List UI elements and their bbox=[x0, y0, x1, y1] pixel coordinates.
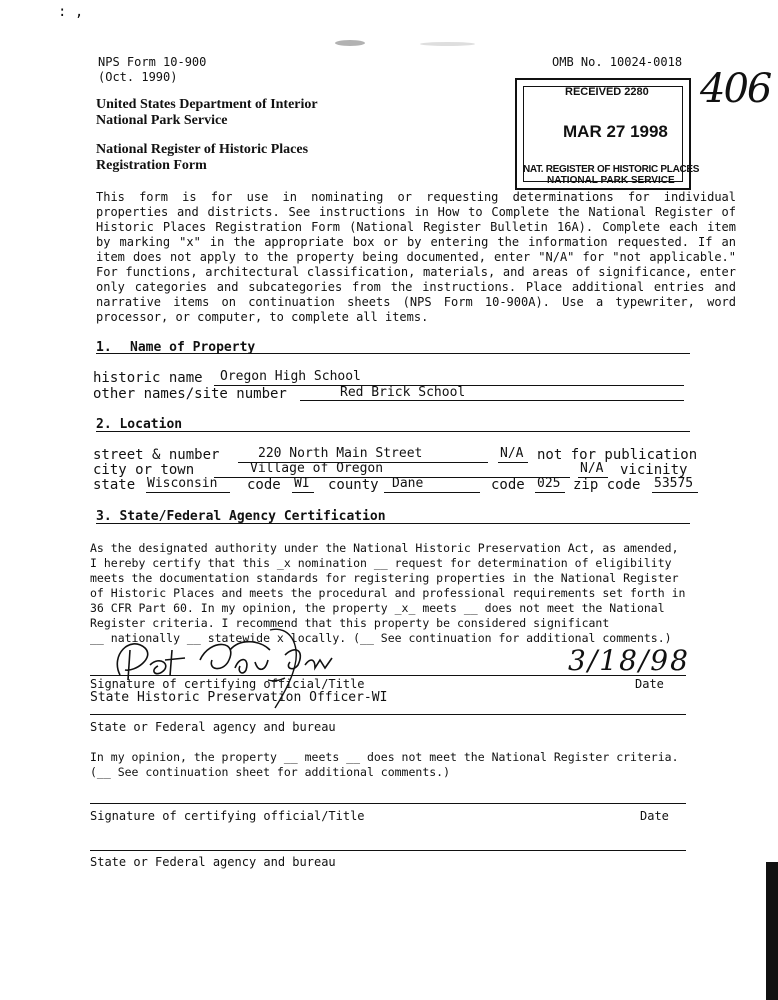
agency-label-2: State or Federal agency and bureau bbox=[90, 855, 336, 869]
county-label: county bbox=[328, 477, 379, 493]
state-line bbox=[146, 492, 230, 493]
section-1-number: 1. bbox=[96, 340, 112, 355]
agency-label: State or Federal agency and bureau bbox=[90, 720, 336, 734]
other-names-line bbox=[300, 400, 684, 401]
stamp-date: MAR 27 1998 bbox=[563, 122, 668, 141]
cert-line-1: As the designated authority under the National Historic Preservation Act, as amended, bbox=[90, 541, 679, 555]
state-code-value: WI bbox=[294, 476, 310, 491]
intro-paragraph: This form is for use in nominating or requesting determinations for individual properties and districts. See instructions in How to Complete the National Register of Historic Places Registration Form (National Register Bulletin 16A). Complete each item by marking "x" in the appropriate box or by entering the information requested. If an item does not apply to the property being documented, enter "N/A" for "not applicable." For functions, architectural classification, materials, and areas of significance, enter only categories and subcategories from the instructions. Place additional entries and narrative items on continuation sheets (NPS Form 10-900A). Use a typewriter, word processor, or computer, to complete all items. bbox=[96, 190, 736, 324]
agency-rule-2 bbox=[90, 850, 686, 851]
agency-line-1: United States Department of Interior bbox=[96, 97, 318, 112]
county-code-line bbox=[535, 492, 565, 493]
form-date: (Oct. 1990) bbox=[98, 70, 178, 84]
scan-marks: : , bbox=[58, 4, 84, 20]
section-1-heading: Name of Property bbox=[130, 340, 256, 355]
signature-date: 3/18/98 bbox=[568, 644, 690, 677]
state-code-line bbox=[292, 492, 314, 493]
stamp-received: RECEIVED 2280 bbox=[565, 86, 649, 98]
zip-value: 53575 bbox=[654, 476, 694, 491]
not-for-publication-label: not for publication bbox=[537, 447, 698, 463]
county-line bbox=[384, 492, 480, 493]
stamp-line-2: NATIONAL PARK SERVICE bbox=[547, 175, 675, 186]
historic-name-value: Oregon High School bbox=[220, 369, 361, 384]
vicinity-label: vicinity bbox=[620, 462, 688, 478]
signature-rule bbox=[90, 675, 686, 676]
form-title-line-1: National Register of Historic Places bbox=[96, 142, 309, 157]
opinion-line-1: In my opinion, the property __ meets __ does not meet the National Register criteria. bbox=[90, 750, 679, 764]
form-title-line-2: Registration Form bbox=[96, 158, 207, 173]
section-3-rule bbox=[96, 523, 690, 524]
agency-line-2: National Park Service bbox=[96, 113, 228, 128]
section-3-heading: 3. State/Federal Agency Certification bbox=[96, 509, 386, 524]
opinion-line-2: (__ See continuation sheet for additional comments.) bbox=[90, 765, 451, 779]
signature-date-label: Date bbox=[635, 677, 664, 691]
signature-label: Signature of certifying official/Title bbox=[90, 677, 365, 691]
state-label: state bbox=[93, 477, 136, 493]
agency-rule bbox=[90, 714, 686, 715]
other-names-label: other names/site number bbox=[93, 386, 287, 402]
cert-line-3: meets the documentation standards for registering properties in the National Register bbox=[90, 571, 679, 585]
other-names-value: Red Brick School bbox=[340, 385, 466, 400]
street-label: street & number bbox=[93, 447, 220, 463]
scan-smudge bbox=[335, 40, 365, 46]
zip-label: zip code bbox=[573, 477, 641, 493]
stamp-line-1: NAT. REGISTER OF HISTORIC PLACES bbox=[523, 164, 700, 175]
signature-label-2: Signature of certifying official/Title bbox=[90, 809, 365, 823]
received-stamp bbox=[515, 78, 700, 190]
cert-line-5: 36 CFR Part 60. In my opinion, the property _x_ meets __ does not meet the National bbox=[90, 601, 665, 615]
cert-line-6: Register criteria. I recommend that this property be considered significant bbox=[90, 616, 610, 630]
section-1-rule bbox=[96, 353, 690, 354]
section-2-rule bbox=[96, 431, 690, 432]
not-for-publication-value: N/A bbox=[500, 446, 524, 461]
section-2-heading: 2. Location bbox=[96, 417, 183, 432]
signature-rule-2 bbox=[90, 803, 686, 804]
city-value: Village of Oregon bbox=[250, 461, 384, 476]
state-value: Wisconsin bbox=[147, 476, 218, 491]
city-label: city or town bbox=[93, 462, 195, 478]
form-number: NPS Form 10-900 bbox=[98, 55, 207, 69]
signature-date-label-2: Date bbox=[640, 809, 669, 823]
historic-name-label: historic name bbox=[93, 370, 203, 386]
state-code-label: code bbox=[247, 477, 281, 493]
handwritten-number: 406 bbox=[700, 66, 771, 112]
county-code-value: 025 bbox=[537, 476, 561, 491]
scan-smudge bbox=[420, 42, 475, 46]
zip-line bbox=[652, 492, 698, 493]
vicinity-value: N/A bbox=[580, 461, 604, 476]
cert-line-2: I hereby certify that this _x nomination __ request for determination of eligibility bbox=[90, 556, 672, 570]
county-code-label: code bbox=[491, 477, 525, 493]
county-value: Dane bbox=[392, 476, 424, 491]
official-title: State Historic Preservation Officer-WI bbox=[90, 690, 388, 705]
street-value: 220 North Main Street bbox=[258, 446, 423, 461]
not-for-publication-line bbox=[498, 462, 528, 463]
cert-line-7: __ nationally __ statewide x locally. (__ See continuation for additional comments.) bbox=[90, 631, 672, 645]
scan-edge-artifact bbox=[766, 862, 778, 1000]
omb-number: OMB No. 10024-0018 bbox=[552, 55, 683, 69]
cert-line-4: of Historic Places and meets the procedural and professional requirements set forth in bbox=[90, 586, 686, 600]
